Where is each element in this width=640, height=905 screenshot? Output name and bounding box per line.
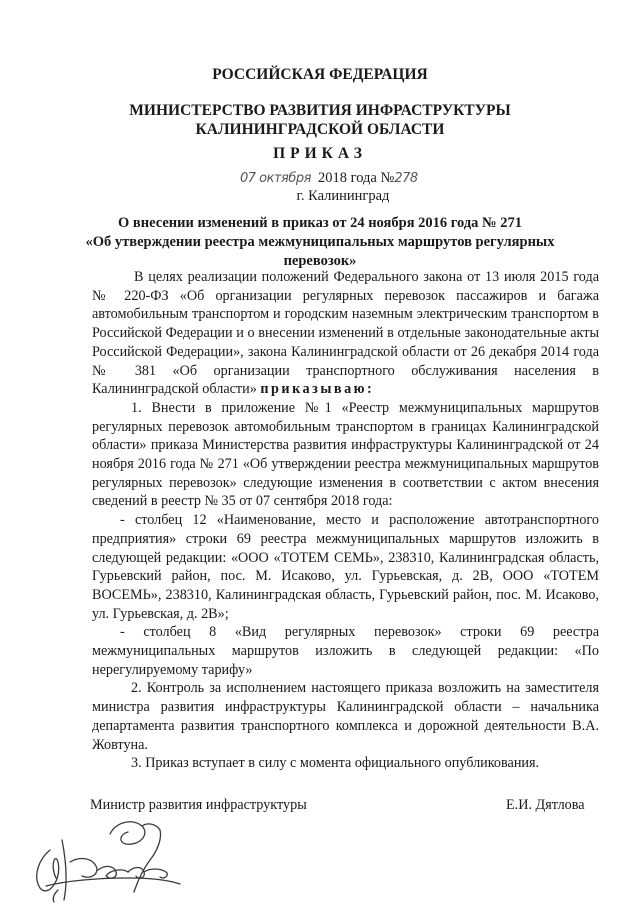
item-1-paragraph: 1. Внести в приложение №1 «Реестр межмуниципальных маршрутов регулярных перевозок автомобильным транспортом в границах Калининградской области» приказа Министерства развития инфраструктуры Калининградской от 24 ноября 2016 года № 271 «Об утверждении реестра межмуниципальных маршрутов регулярных перевозок» следующие изменения в соответствии с актом внесения сведений в реестр № 35 от 07 сентября 2018 года:: [92, 399, 599, 510]
ministry-heading-line2: КАЛИНИНГРАДСКОЙ ОБЛАСТИ: [195, 121, 445, 138]
signatory-name: Е.И. Дятлова: [506, 797, 585, 813]
order-word: приказываю:: [260, 381, 375, 398]
date-number-line: [240, 170, 460, 187]
handwritten-number: 278: [394, 171, 418, 186]
handwritten-date: 07 октября: [240, 171, 311, 186]
doc-type-heading: ПРИКАЗ: [273, 145, 367, 162]
dash-1-paragraph: - столбец 12 «Наименование, место и расположение автотранспортного предприятия» строки 69 реестра межмуниципальных маршрутов изложить в следующей редакции: «ООО «ТОТЕМ СЕМЬ», 238310, Калининградская область, Гурьевский район, пос. М. Исаково, ул. Гурьевская, д. 2В, ООО «ТОТЕМ ВОСЕМЬ», 238310, Калининградская область, Гурьевский район, пос. М. Исаково, ул. Гурьевская, д. 2В»;: [92, 512, 599, 622]
item-2-paragraph: 2. Контроль за исполнением настоящего приказа возложить на заместителя министра развития инфраструктуры Калининградской области – начальника департамента развития транспортного комплекса и дорожной деятельности В.А. Жовтуна.: [92, 680, 599, 753]
signatory-position: Министр развития инфраструктуры: [90, 797, 307, 813]
order-title-line3: перевозок»: [283, 253, 357, 269]
preamble-text: В целях реализации положений Федерального закона от 13 июля 2015 года № 220-ФЗ «Об организации регулярных перевозок пассажиров и багажа автомобильным транспортом и городским наземным электрическим транспортом в Российской Федерации и о внесении изменений в отдельные законодательные акты Российской Федерации», закона Калининградской области от 26 декабря 2014 года № 381 «Об организации транспортного обслуживания населения в Калининградской области»: [92, 269, 599, 398]
order-title: [85, 214, 555, 271]
order-body: [92, 268, 599, 773]
country-heading: РОССИЙСКАЯ ФЕДЕРАЦИЯ: [212, 66, 428, 83]
preamble-paragraph: [92, 268, 599, 399]
item-3-paragraph: 3. Приказ вступает в силу с момента официального опубликования.: [131, 755, 540, 772]
order-title-line1: О внесении изменений в приказ от 24 ноября 2016 года № 271: [118, 215, 522, 231]
city-line: г. Калининград: [296, 188, 390, 204]
order-title-line2: «Об утверждении реестра межмуниципальных маршрутов регулярных: [85, 234, 555, 250]
dash-2-paragraph: - столбец 8 «Вид регулярных перевозок» строки 69 реестра межмуниципальных маршрутов изложить в следующей редакции: «По нерегулируемому тарифу»: [92, 624, 599, 678]
ministry-heading-line1: МИНИСТЕРСТВО РАЗВИТИЯ ИНФРАСТРУКТУРЫ: [129, 102, 511, 119]
year-text: 2018 года №: [318, 170, 395, 186]
handwritten-signature-image: [10, 800, 210, 905]
